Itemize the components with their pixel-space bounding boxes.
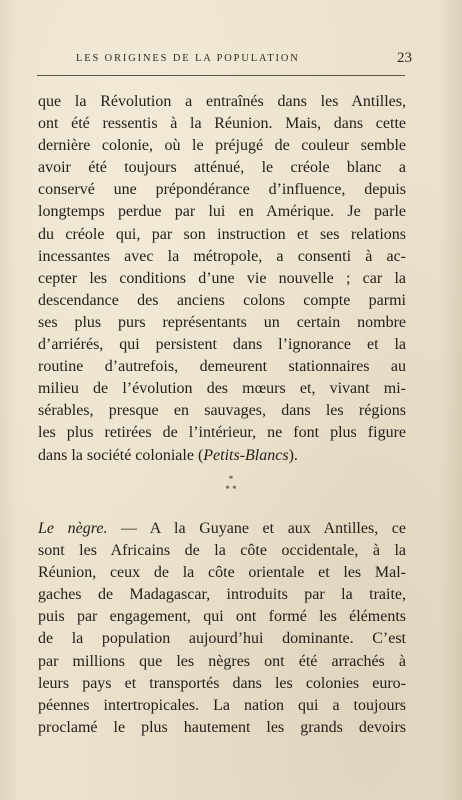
text-line: gaches de Madagascar, introduits par la traite,	[38, 586, 406, 604]
text-line: ont été ressentis à la Réunion. Mais, dans cette	[38, 115, 406, 133]
text-line: sont les Africains de la côte occidentale, à la	[38, 542, 406, 560]
page-header	[76, 50, 412, 70]
text-line: routine d’autrefois, demeurent stationnaires au	[38, 358, 406, 376]
text-line: ses plus purs représentants un certain nombre	[38, 313, 406, 331]
section-lead: Le nègre.	[38, 520, 108, 537]
text-line: descendance des anciens colons compte parmi	[38, 291, 406, 309]
text-line-last	[38, 445, 406, 467]
text-line: avoir été toujours atténué, le créole blanc a	[38, 159, 406, 177]
italic-term: Petits-Blancs	[203, 446, 289, 464]
text-line: les plus retirées de l’intérieur, ne font plus figure	[38, 424, 406, 442]
text-line: conservé une prépondérance d’influence, depuis	[38, 181, 406, 199]
text-line: sérables, presque en sauvages, dans les régions	[38, 402, 406, 420]
text-line-first	[38, 518, 406, 540]
text-line: leurs pays et transportés dans les colonies euro-	[38, 674, 406, 692]
text-line: péennes intertropicales. La nation qui a toujours	[38, 696, 406, 714]
text-line: cepter les conditions d’une vie nouvelle ; car la	[38, 269, 406, 287]
text-line: de la population aujourd’hui dominante. C’est	[38, 630, 406, 648]
asterism-top: *	[228, 474, 234, 484]
asterism-bottom: * *	[225, 484, 237, 494]
text-line: longtemps perdue par lui en Amérique. Je parle	[38, 203, 406, 221]
text-segment: — A la Guyane et aux Antilles, ce	[107, 520, 406, 537]
text-line: Réunion, ceux de la côte orientale et les Mal-	[38, 564, 406, 582]
page-number: 23	[397, 50, 412, 66]
paragraph-2	[38, 518, 406, 739]
running-title: LES ORIGINES DE LA POPULATION	[76, 53, 300, 64]
text-line: milieu de l’évolution des mœurs et, vivant mi-	[38, 380, 406, 398]
section-asterism	[0, 474, 462, 494]
text-line: par millions que les nègres ont été arrachés à	[38, 652, 406, 670]
text-segment: dans la société coloniale (	[38, 446, 204, 464]
text-line: du créole qui, par son instruction et ses relations	[38, 225, 406, 243]
text-line: proclamé le plus hautement les grands devoirs	[38, 718, 406, 736]
text-line: puis par engagement, qui ont formé les éléments	[38, 608, 406, 626]
text-line: que la Révolution a entraînés dans les Antilles,	[38, 93, 406, 110]
paragraph-1	[38, 91, 406, 467]
text-line: d’arriérés, qui persistent dans l’ignorance et la	[38, 336, 406, 354]
text-line: incessantes avec la métropole, a consenti à ac-	[38, 247, 406, 265]
header-rule	[37, 75, 405, 76]
text-segment: ).	[288, 446, 298, 464]
text-line: dernière colonie, où le préjugé de couleur semble	[38, 137, 406, 155]
